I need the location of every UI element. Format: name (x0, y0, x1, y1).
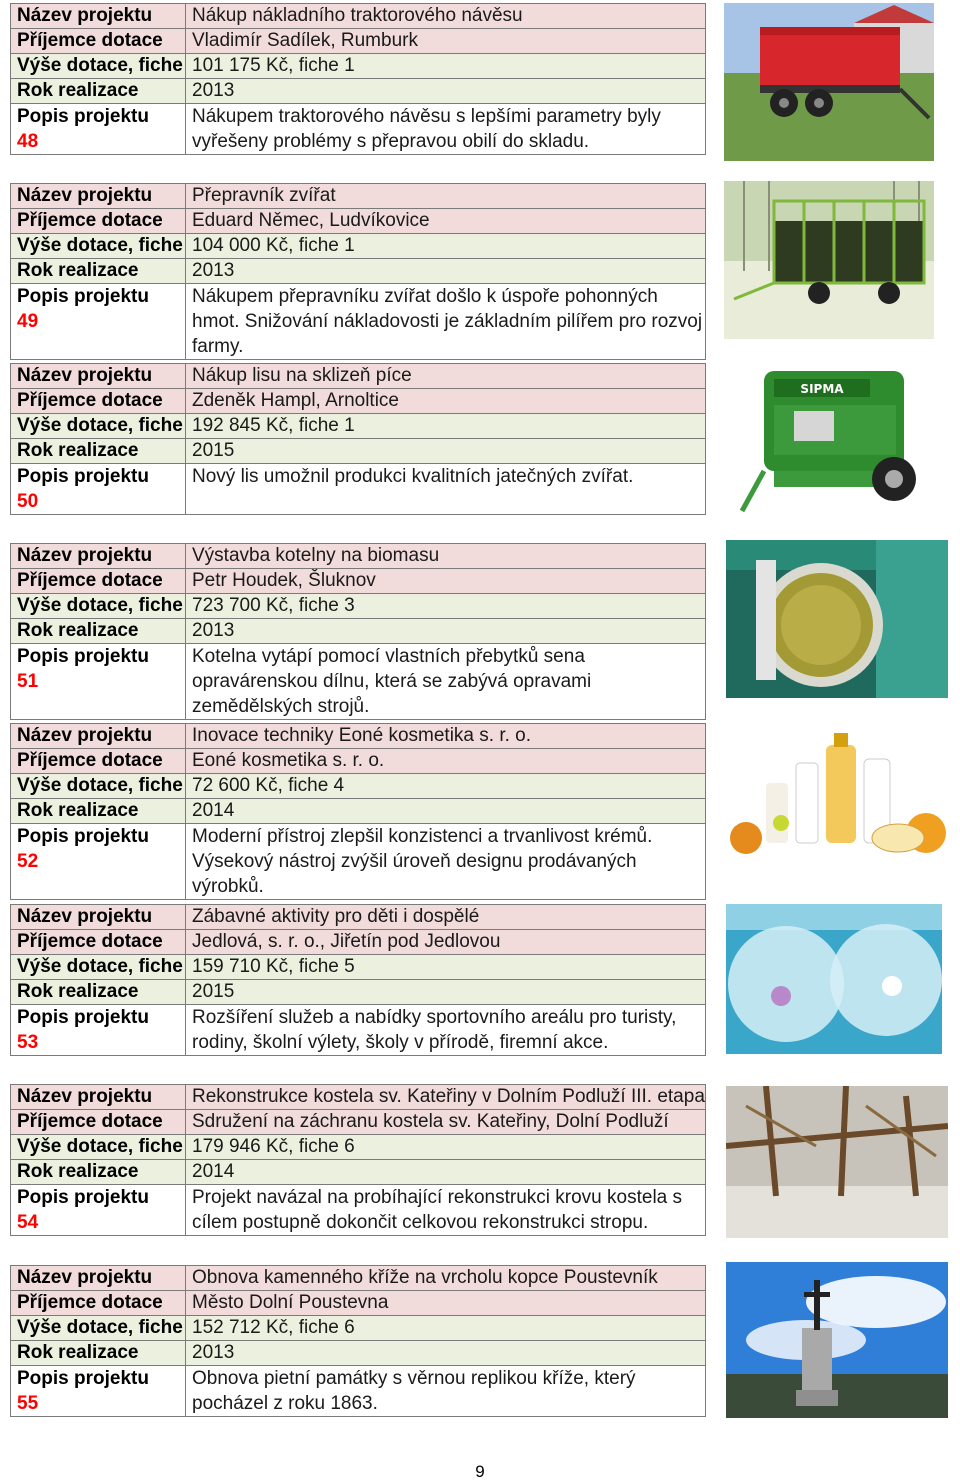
label-recipient: Příjemce dotace (11, 569, 186, 594)
project-description: Obnova pietní památky s věrnou replikou kříže, který pocházel z roku 1863. (186, 1366, 706, 1417)
project-description: Kotelna vytápí pomocí vlastních přebytků sena opravárenskou dílnu, která se zabývá opravami zemědělských strojů. (186, 644, 706, 720)
label-description: Popis projektu (17, 286, 149, 307)
label-amount: Výše dotace, fiche (11, 594, 186, 619)
label-description-cell (11, 1366, 186, 1417)
project-amount: 179 946 Kč, fiche 6 (186, 1135, 706, 1160)
label-description: Popis projektu (17, 106, 149, 127)
label-description: Popis projektu (17, 466, 149, 487)
label-description-cell (11, 464, 186, 515)
project-number: 49 (17, 311, 39, 332)
label-description-cell (11, 104, 186, 155)
project-year: 2014 (186, 1160, 706, 1185)
project-amount: 152 712 Kč, fiche 6 (186, 1316, 706, 1341)
project-number: 51 (17, 671, 39, 692)
label-name: Název projektu (11, 4, 186, 29)
project-recipient: Zdeněk Hampl, Arnoltice (186, 389, 706, 414)
green-round-baler-photo (734, 361, 924, 521)
project-recipient: Eduard Němec, Ludvíkovice (186, 209, 706, 234)
project-description: Nákupem traktorového návěsu s lepšími parametry byly vyřešeny problémy s přepravou obilí do skladu. (186, 104, 706, 155)
label-year: Rok realizace (11, 980, 186, 1005)
biomass-boiler-photo (726, 540, 948, 698)
project-block-48 (0, 3, 960, 168)
label-year: Rok realizace (11, 439, 186, 464)
cosmetic-bottles-photo (726, 723, 948, 863)
label-year: Rok realizace (11, 79, 186, 104)
project-number: 53 (17, 1032, 39, 1053)
project-table (10, 183, 706, 360)
label-name: Název projektu (11, 364, 186, 389)
project-table (10, 543, 706, 720)
project-name: Nákup nákladního traktorového návěsu (186, 4, 706, 29)
church-roof-truss-photo (726, 1086, 948, 1238)
label-name: Název projektu (11, 905, 186, 930)
project-description: Projekt navázal na probíhající rekonstrukci krovu kostela s cílem postupně dokončit celkovou rekonstrukci stropu. (186, 1185, 706, 1236)
project-block-55 (0, 1265, 960, 1430)
water-zorbing-balls-photo (726, 904, 942, 1054)
label-description: Popis projektu (17, 1368, 149, 1389)
page-number: 9 (475, 1462, 485, 1481)
project-name: Zábavné aktivity pro děti i dospělé (186, 905, 706, 930)
label-recipient: Příjemce dotace (11, 749, 186, 774)
project-name: Obnova kamenného kříže na vrcholu kopce Poustevník (186, 1266, 706, 1291)
project-number: 54 (17, 1212, 39, 1233)
label-description-cell (11, 1005, 186, 1056)
project-table (10, 363, 706, 515)
project-block-54 (0, 1084, 960, 1249)
label-amount: Výše dotace, fiche (11, 414, 186, 439)
label-description-cell (11, 644, 186, 720)
project-block-52 (0, 723, 960, 897)
project-description: Rozšíření služeb a nabídky sportovního areálu pro turisty, rodiny, školní výlety, školy v přírodě, firemní akce. (186, 1005, 706, 1056)
project-amount: 159 710 Kč, fiche 5 (186, 955, 706, 980)
project-amount: 104 000 Kč, fiche 1 (186, 234, 706, 259)
project-block-49 (0, 183, 960, 357)
label-amount: Výše dotace, fiche (11, 54, 186, 79)
project-name: Výstavba kotelny na biomasu (186, 544, 706, 569)
label-recipient: Příjemce dotace (11, 1110, 186, 1135)
label-year: Rok realizace (11, 1341, 186, 1366)
label-recipient: Příjemce dotace (11, 930, 186, 955)
label-recipient: Příjemce dotace (11, 1291, 186, 1316)
project-name: Rekonstrukce kostela sv. Kateřiny v Dolním Podluží III. etapa (186, 1085, 706, 1110)
project-recipient: Město Dolní Poustevna (186, 1291, 706, 1316)
label-recipient: Příjemce dotace (11, 29, 186, 54)
label-year: Rok realizace (11, 1160, 186, 1185)
project-description: Nový lis umožnil produkci kvalitních jatečných zvířat. (186, 464, 706, 515)
project-block-51 (0, 543, 960, 717)
green-animal-trailer-photo (724, 181, 934, 339)
project-table (10, 3, 706, 155)
label-name: Název projektu (11, 1266, 186, 1291)
label-description: Popis projektu (17, 1187, 149, 1208)
project-year: 2013 (186, 259, 706, 284)
project-year: 2013 (186, 79, 706, 104)
project-number: 50 (17, 491, 39, 512)
label-description: Popis projektu (17, 826, 149, 847)
label-description-cell (11, 1185, 186, 1236)
project-recipient: Jedlová, s. r. o., Jiřetín pod Jedlovou (186, 930, 706, 955)
project-block-50 (0, 363, 960, 528)
label-description-cell (11, 824, 186, 900)
project-year: 2014 (186, 799, 706, 824)
stone-cross-hilltop-photo (726, 1262, 948, 1418)
project-block-53 (0, 904, 960, 1069)
project-name: Přepravník zvířat (186, 184, 706, 209)
label-name: Název projektu (11, 184, 186, 209)
project-table (10, 1265, 706, 1417)
label-recipient: Příjemce dotace (11, 209, 186, 234)
project-table (10, 1084, 706, 1236)
project-recipient: Vladimír Sadílek, Rumburk (186, 29, 706, 54)
red-tipper-trailer-photo (724, 3, 934, 161)
project-number: 52 (17, 851, 39, 872)
project-year: 2015 (186, 439, 706, 464)
svg-text:SIPMA: SIPMA (800, 382, 844, 396)
project-recipient: Eoné kosmetika s. r. o. (186, 749, 706, 774)
label-year: Rok realizace (11, 619, 186, 644)
project-description: Nákupem přepravníku zvířat došlo k úspoře pohonných hmot. Snižování nákladovosti je základním pilířem pro rozvoj farmy. (186, 284, 706, 360)
project-description: Moderní přístroj zlepšil konzistenci a trvanlivost krémů. Výsekový nástroj zvýšil úroveň designu prodávaných výrobků. (186, 824, 706, 900)
project-table (10, 904, 706, 1056)
project-amount: 101 175 Kč, fiche 1 (186, 54, 706, 79)
label-amount: Výše dotace, fiche (11, 955, 186, 980)
label-amount: Výše dotace, fiche (11, 234, 186, 259)
label-recipient: Příjemce dotace (11, 389, 186, 414)
project-table (10, 723, 706, 900)
project-amount: 723 700 Kč, fiche 3 (186, 594, 706, 619)
label-description: Popis projektu (17, 646, 149, 667)
project-year: 2013 (186, 1341, 706, 1366)
project-amount: 72 600 Kč, fiche 4 (186, 774, 706, 799)
label-year: Rok realizace (11, 259, 186, 284)
project-name: Nákup lisu na sklizeň píce (186, 364, 706, 389)
label-name: Název projektu (11, 1085, 186, 1110)
label-description-cell (11, 284, 186, 360)
label-amount: Výše dotace, fiche (11, 1135, 186, 1160)
project-amount: 192 845 Kč, fiche 1 (186, 414, 706, 439)
project-recipient: Petr Houdek, Šluknov (186, 569, 706, 594)
project-year: 2013 (186, 619, 706, 644)
project-number: 48 (17, 131, 39, 152)
project-name: Inovace techniky Eoné kosmetika s. r. o. (186, 724, 706, 749)
label-amount: Výše dotace, fiche (11, 1316, 186, 1341)
project-number: 55 (17, 1393, 39, 1414)
label-year: Rok realizace (11, 799, 186, 824)
label-amount: Výše dotace, fiche (11, 774, 186, 799)
label-name: Název projektu (11, 544, 186, 569)
label-description: Popis projektu (17, 1007, 149, 1028)
project-year: 2015 (186, 980, 706, 1005)
project-recipient: Sdružení na záchranu kostela sv. Kateřiny, Dolní Podluží (186, 1110, 706, 1135)
label-name: Název projektu (11, 724, 186, 749)
